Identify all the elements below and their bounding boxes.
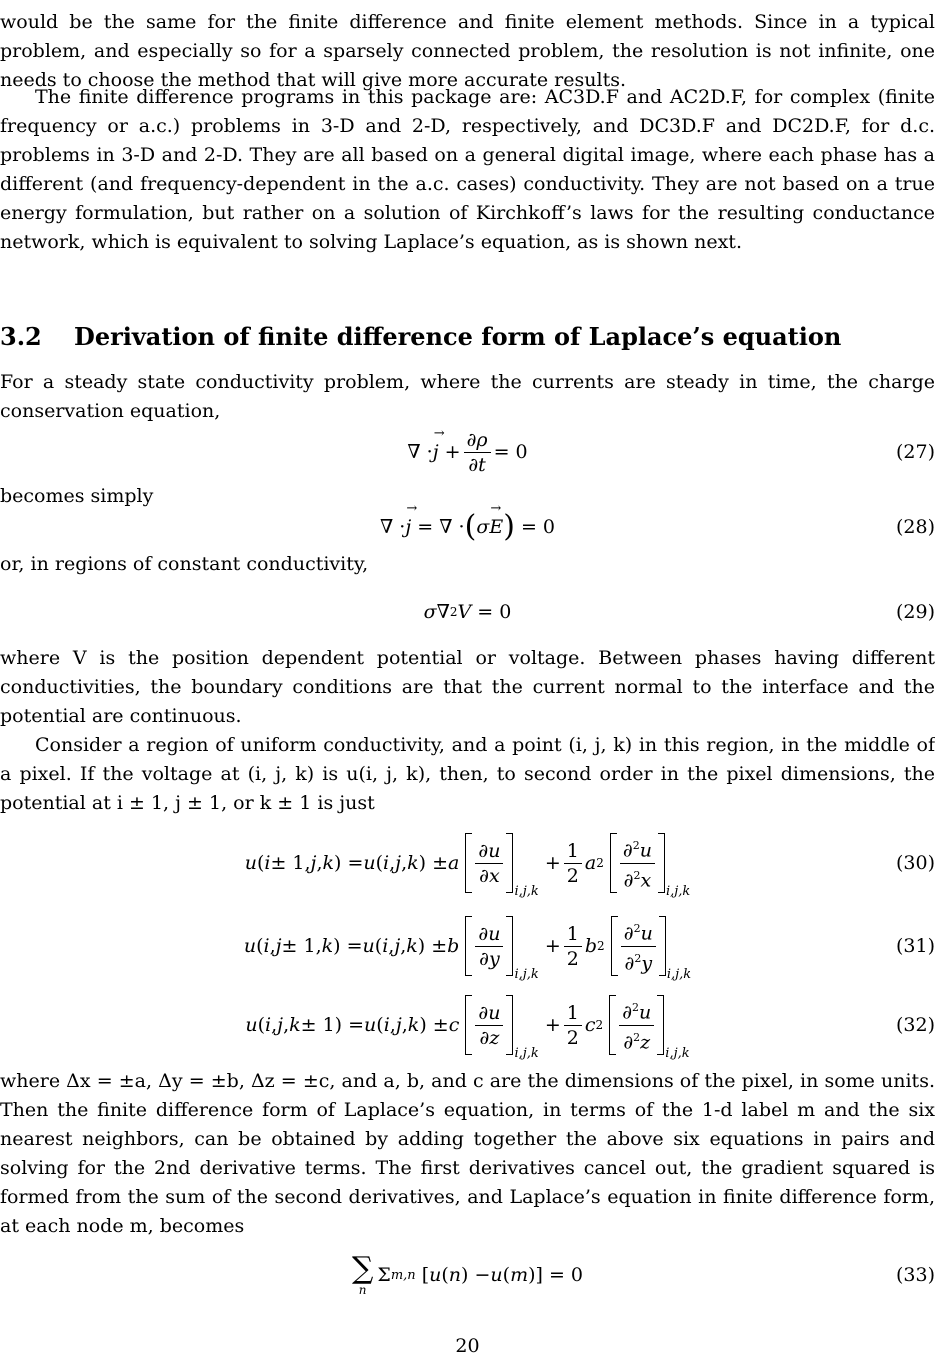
paragraph-finite-difference-programs: The finite difference programs in this package are: AC3D.F and AC2D.F, for complex (finite frequency or a.c.) problems in 3-D and 2-D, respectively, and DC3D.F and DC2D.F, for d.c. problems in 3-D and 2-D. They are all based on a general digital image, where each phase has a different (and frequency-dependent in the a.c. cases) conductivity. They are not based on a true energy formulation, but rather on a solution of Kirchkoff’s laws for the resulting conductance network, which is equivalent to solving Laplace’s equation, as is shown next. xyxy=(0,86,935,253)
paragraph-uniform-conductivity: Consider a region of uniform conductivity, and a point (i, j, k) in this region, in the middle of a pixel. If the voltage at (i, j, k) is u(i, j, k), then, to second order in the pixel dimensions, the potential at i ± 1, j ± 1, or k ± 1 is just xyxy=(0,734,935,814)
equation-number: (32) xyxy=(895,1014,935,1036)
equation-30: u ( i ± 1, j , k ) = u ( i , j , k ) ± a $\frac{\partial u}{\partial x}$ i,j,k + $\frac{1}{2}$ a 2 $\frac{\partial^2u}{\partial^2x}$ i,j,k (30) xyxy=(0,830,935,896)
page-number: 20 xyxy=(455,1335,480,1357)
equation-32: u ( i , j , k ± 1) = u ( i , j , k ) ± c $\frac{\partial u}{\partial z}$ i,j,k + $\frac{1}{2}$ c 2 $\frac{\partial^2u}{\partial^2z}$ i,j,k (32) xyxy=(0,992,935,1058)
equation-number: (28) xyxy=(895,516,935,538)
equation-31: u ( i , j ± 1, k ) = u ( i , j , k ) ± b $\frac{\partial u}{\partial y}$ i,j,k + $\frac{1}{2}$ b 2 $\frac{\partial^2u}{\partial^2y}$ i,j,k (31) xyxy=(0,913,935,979)
equation-number: (27) xyxy=(895,441,935,463)
section-number: 3.2 xyxy=(0,322,42,351)
equation-33: ∑ n Σ m,n [ u ( n ) − u ( m )] = 0 (33) xyxy=(351,1251,935,1297)
equation-number: (30) xyxy=(895,852,935,874)
paragraph-where-v: where V is the position dependent potential or voltage. Between phases having different conductivities, the boundary conditions are that the current normal to the interface and the potential are continuous. xyxy=(0,647,935,727)
equation-29: σ ∇ 2 V = 0 (29) xyxy=(423,601,935,623)
section-title: Derivation of finite difference form of Laplace’s equation xyxy=(74,322,842,351)
equation-27: ∇ · j → + $\frac{\partial\rho}{\partial t}$ = 0 (27) xyxy=(0,422,935,482)
paragraph-becomes-simply: becomes simply xyxy=(0,485,154,507)
equation-number: (29) xyxy=(895,601,935,623)
paragraph-where-delta: where Δx = ±a, Δy = ±b, Δz = ±c, and a, b, and c are the dimensions of the pixel, in some units. Then the finite difference form of Laplace’s equation, in terms of the 1-d label m and the six nearest neighbors, can be obtained by adding together the above six equations in pairs and solving for the 2nd derivative terms. The first derivatives cancel out, the gradient squared is formed from the sum of the second derivatives, and Laplace’s equation in finite difference form, at each node m, becomes xyxy=(0,1070,935,1237)
equation-number: (31) xyxy=(895,935,935,957)
equation-number: (33) xyxy=(895,1264,935,1286)
paragraph-steady-state: For a steady state conductivity problem, where the currents are steady in time, the charge conservation equation, xyxy=(0,371,935,422)
paragraph-constant-conductivity: or, in regions of constant conductivity, xyxy=(0,553,369,575)
paragraph-intro-continuation: would be the same for the finite difference and finite element methods. Since in a typical problem, and especially so for a sparsely connected problem, the resolution is not infinite, one needs to choose the method that will give more accurate results. xyxy=(0,11,935,91)
equation-28: ∇ · j → = ∇ · ( σ E → ) = 0 (28) xyxy=(0,497,935,557)
section-heading xyxy=(0,322,841,351)
